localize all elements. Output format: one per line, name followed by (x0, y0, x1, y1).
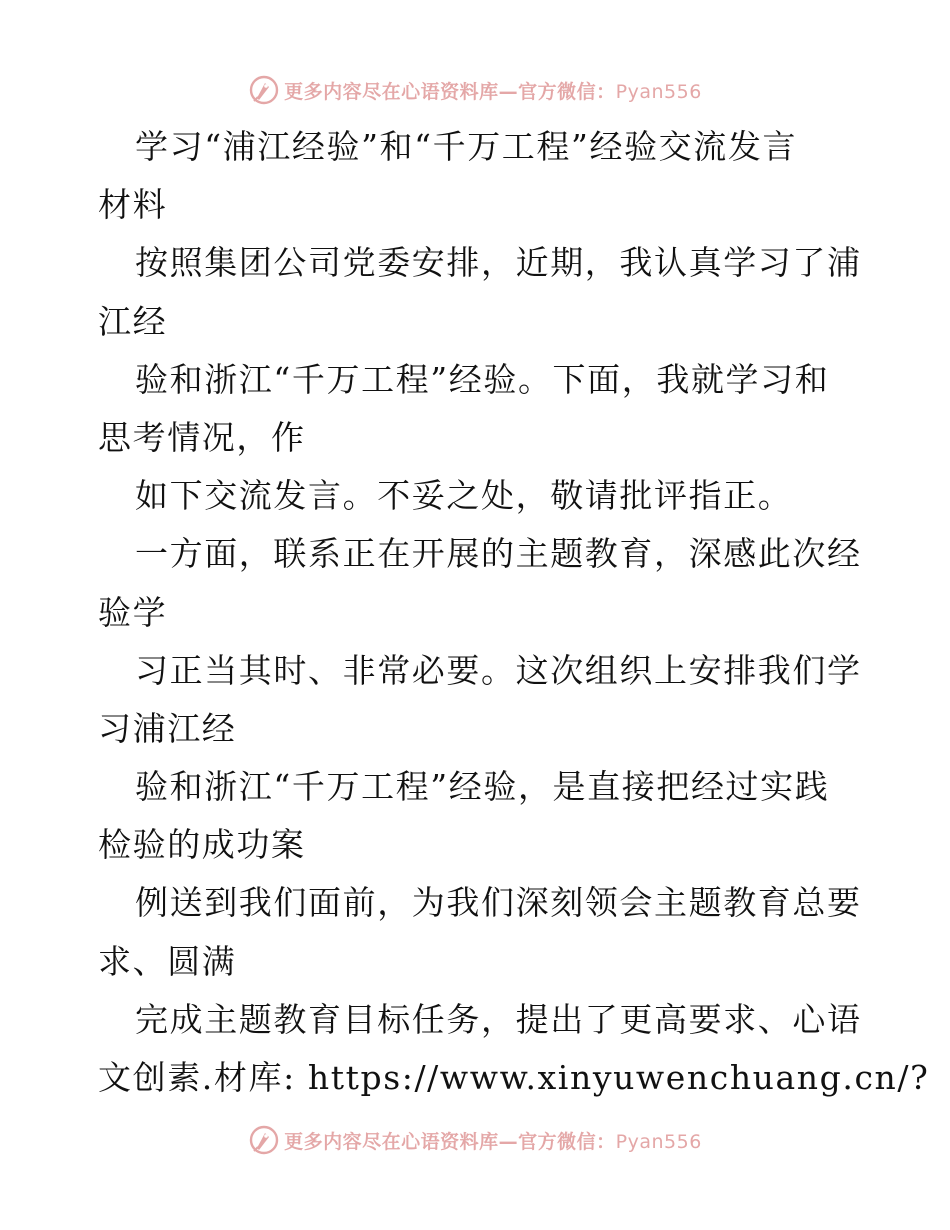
doc-line: 江经 (98, 301, 168, 341)
pen-nib-logo-icon (248, 1124, 280, 1156)
doc-line: 求、圆满 (98, 941, 237, 981)
doc-line: 验学 (98, 592, 168, 632)
doc-line: 习正当其时、非常必要。这次组织上安排我们学 (135, 650, 862, 690)
doc-line: 完成主题教育目标任务，提出了更高要求、心语 (135, 999, 862, 1039)
doc-line-url: 文创素.材库: https://www.xinyuwenchuang.cn/? (98, 1058, 930, 1097)
doc-line: 验和浙江“千万工程”经验，是直接把经过实践 (135, 767, 830, 807)
doc-line: 思考情况，作 (98, 417, 306, 457)
footer-banner-text: 更多内容尽在心语资料库—官方微信：Pyan556 (284, 1130, 702, 1153)
doc-line: 按照集团公司党委安排，近期，我认真学习了浦 (135, 243, 862, 283)
doc-line: 验和浙江“千万工程”经验。下面，我就学习和 (135, 359, 830, 399)
doc-line: 如下交流发言。不妥之处，敬请批评指正。 (135, 476, 793, 516)
footer-banner (0, 1120, 950, 1160)
header-banner (0, 70, 950, 110)
doc-line: 例送到我们面前，为我们深刻领会主题教育总要 (135, 883, 862, 923)
header-banner-handle: Pyan556 (615, 80, 702, 103)
footer-banner-handle: Pyan556 (615, 1130, 702, 1153)
doc-line: 检验的成功案 (98, 825, 306, 865)
doc-line: 习浦江经 (98, 708, 237, 748)
document-body (98, 118, 930, 1107)
doc-line: 材料 (98, 185, 168, 225)
pen-nib-logo-icon (248, 74, 280, 106)
doc-line: 一方面，联系正在开展的主题教育，深感此次经 (135, 534, 862, 574)
doc-line: 学习“浦江经验”和“千万工程”经验交流发言 (135, 127, 798, 166)
header-banner-text: 更多内容尽在心语资料库—官方微信：Pyan556 (284, 80, 702, 103)
